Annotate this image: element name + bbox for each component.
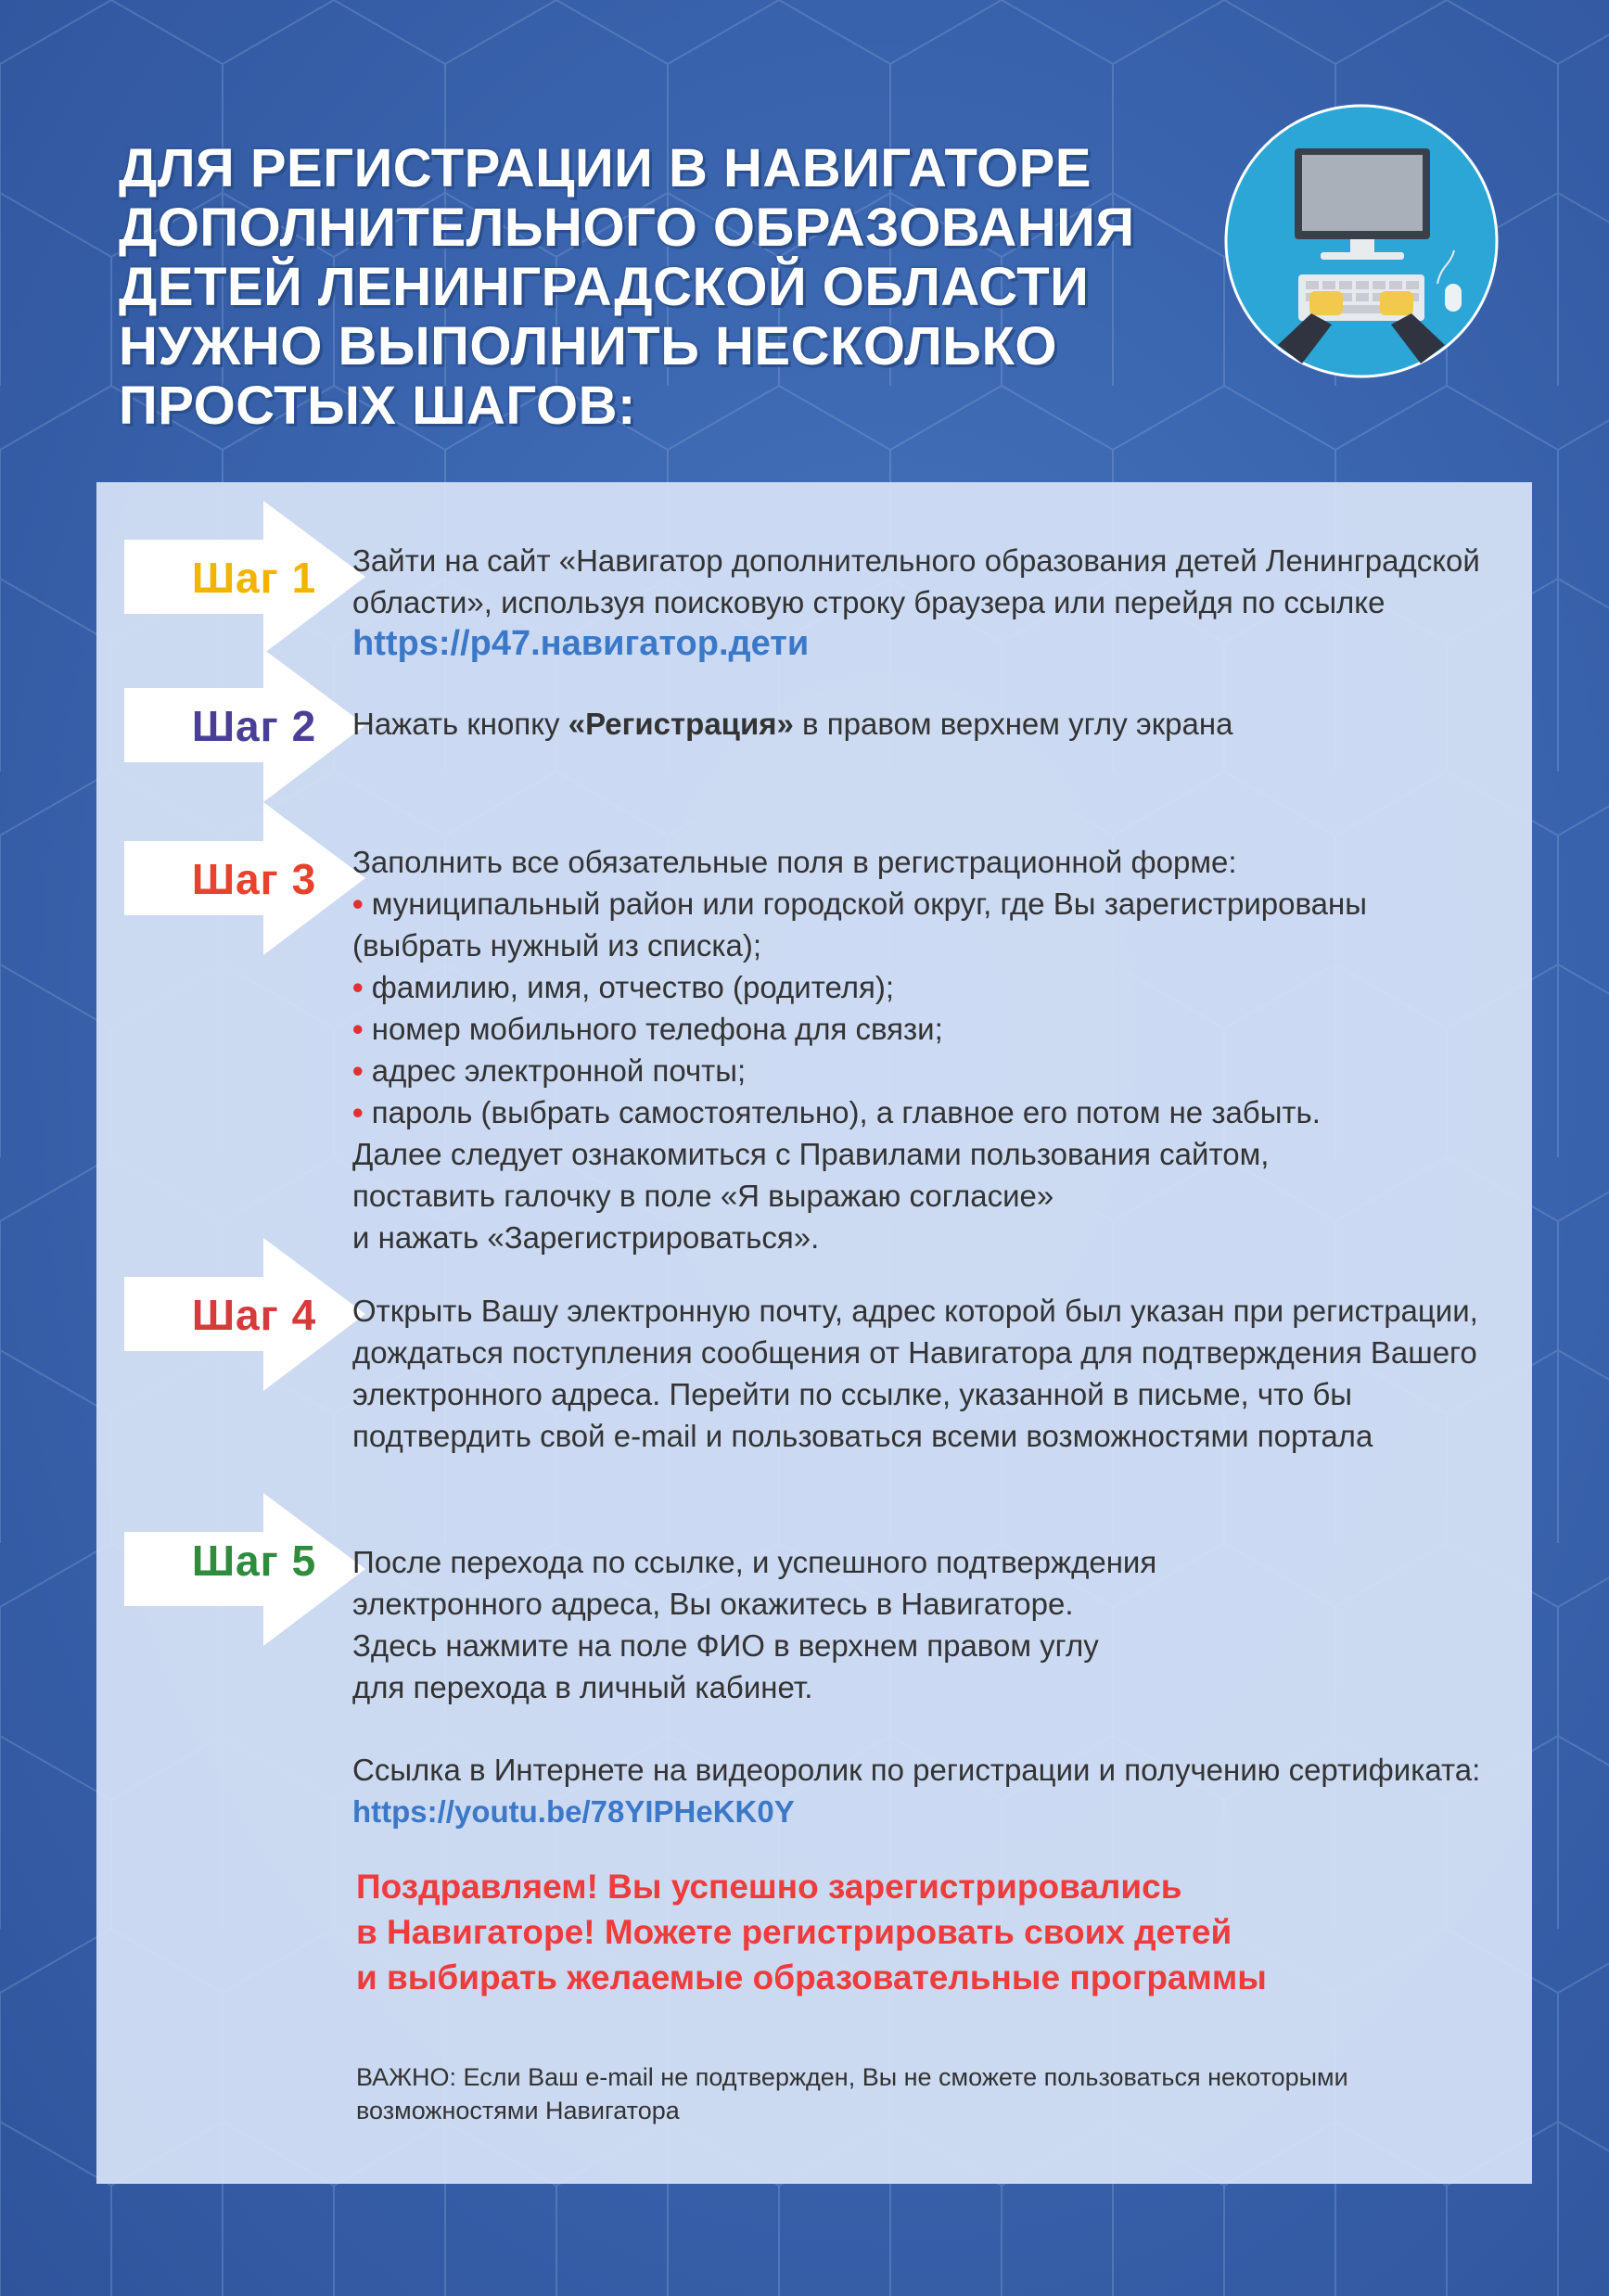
step-text — [352, 703, 1493, 745]
step-label: Шаг 3 — [191, 855, 317, 903]
step-text — [352, 540, 1493, 665]
computer-keyboard-hands-icon — [1222, 102, 1500, 380]
step-text: Открыть Вашу электронную почту, адрес которой был указан при регистрации, дождаться поступления сообщения от Навигатора для подтверждения Вашего электронного адреса. Перейти по ссылке, указанной в письме, что бы подтвердить свой e-mail и пользоваться всеми возможностями портала — [352, 1294, 1478, 1453]
step-text-after: в правом верхнем углу экрана — [802, 707, 1233, 741]
step-intro: Заполнить все обязательные поля в регистрационной форме: — [352, 845, 1237, 879]
step-outro-line: и нажать «Зарегистрироваться». — [352, 1220, 820, 1255]
video-text: Ссылка в Интернете на видеоролик по регистрации и получению сертификата: — [352, 1753, 1481, 1787]
title-line: ДЕТЕЙ ЛЕНИНГРАДСКОЙ ОБЛАСТИ — [119, 257, 1090, 317]
step-description: Зайти на сайт «Навигатор дополнительного образования детей Ленинградской области», используя поисковую строку браузера или перейдя по ссылке — [352, 543, 1480, 619]
list-item: • номер мобильного телефона для связи; — [352, 1012, 943, 1046]
title-line: ПРОСТЫХ ШАГОВ: — [119, 376, 636, 436]
step-outro-line: Далее следует ознакомиться с Правилами пользования сайтом, — [352, 1137, 1270, 1171]
step-label: Шаг 5 — [191, 1537, 317, 1585]
step-line: Здесь нажмите на поле ФИО в верхнем правом углу — [352, 1628, 1099, 1663]
step-line: После перехода по ссылке, и успешного подтверждения — [352, 1545, 1157, 1579]
title-line: ДЛЯ РЕГИСТРАЦИИ В НАВИГАТОРЕ — [119, 138, 1092, 198]
step-text-before: Нажать кнопку — [352, 707, 560, 741]
list-item: • фамилию, имя, отчество (родителя); — [352, 970, 894, 1004]
spacer — [352, 1708, 1493, 1749]
congrats-line: и выбирать желаемые образовательные программы — [356, 1958, 1267, 1996]
step-outro-line: поставить галочку в поле «Я выражаю согласие» — [352, 1179, 1054, 1213]
step-text — [352, 1541, 1493, 1832]
step-line: электронного адреса, Вы окажитесь в Навигаторе. — [352, 1587, 1074, 1621]
list-item: • адрес электронной почты; — [352, 1053, 747, 1088]
list-item: • пароль (выбрать самостоятельно), а главное его потом не забыть. — [352, 1095, 1321, 1129]
step-label: Шаг 2 — [191, 702, 317, 750]
congrats-line: Поздравляем! Вы успешно зарегистрировались — [356, 1868, 1182, 1906]
important-note: ВАЖНО: Если Ваш e-mail не подтвержден, Вы не сможете пользоваться некоторыми возможностями Навигатора — [356, 2063, 1348, 2124]
page-title — [119, 139, 1176, 436]
steps-panel — [96, 482, 1532, 2184]
step-text — [352, 841, 1493, 1258]
video-link[interactable]: https://youtu.be/78YIPHeKK0Y — [352, 1794, 795, 1829]
title-line: НУЖНО ВЫПОЛНИТЬ НЕСКОЛЬКО — [119, 316, 1057, 376]
step-label: Шаг 4 — [191, 1291, 317, 1339]
list-item: • муниципальный район или городской округ, где Вы зарегистрированы (выбрать нужный из списка); — [352, 887, 1367, 963]
step-label: Шаг 1 — [191, 554, 317, 602]
congratulations-message — [356, 1864, 1506, 2000]
congrats-line: в Навигаторе! Можете регистрировать своих детей — [356, 1913, 1232, 1951]
step-line: для перехода в личный кабинет. — [352, 1670, 813, 1704]
registration-button-name: «Регистрация» — [568, 707, 794, 741]
title-line: ДОПОЛНИТЕЛЬНОГО ОБРАЗОВАНИЯ — [119, 198, 1135, 258]
navigator-link[interactable]: https://р47.навигатор.дети — [352, 624, 810, 663]
